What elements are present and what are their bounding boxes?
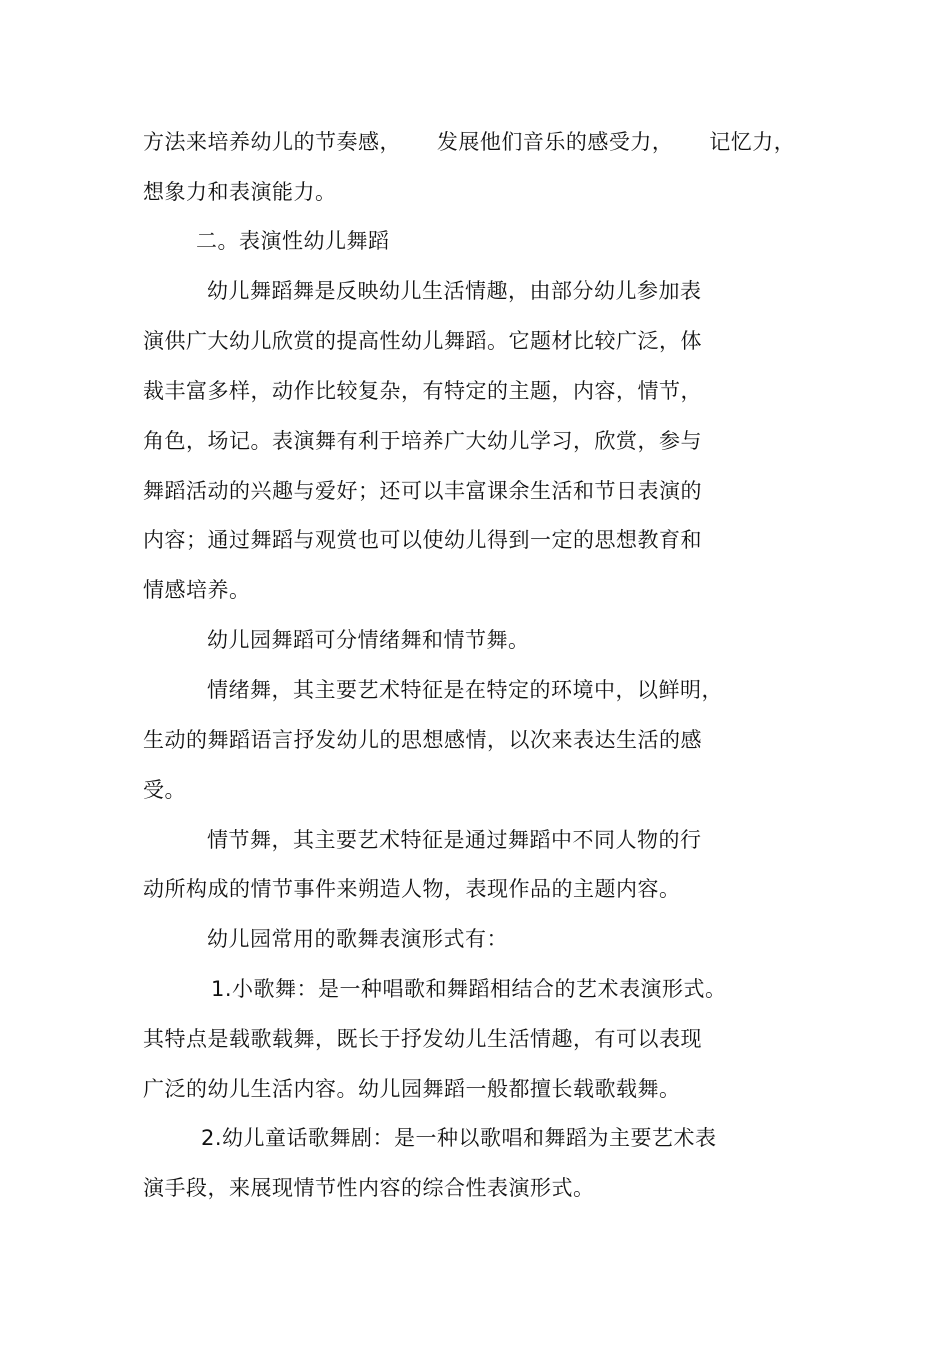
text-line: 幼儿舞蹈舞是反映幼儿生活情趣，由部分幼儿参加表 [207, 279, 702, 303]
section-heading: 二。表演性幼儿舞蹈 [196, 229, 390, 253]
text-line: 演手段，来展现情节性内容的综合性表演形式。 [143, 1176, 595, 1200]
text-line: 情节舞，其主要艺术特征是通过舞蹈中不同人物的行 [207, 828, 702, 852]
text-line: 情感培养。 [143, 578, 251, 602]
text-line: 角色，场记。表演舞有利于培养广大幼儿学习，欣赏，参与 [143, 429, 702, 453]
text-line: 生动的舞蹈语言抒发幼儿的思想感情，以次来表达生活的感 [143, 728, 702, 752]
text-line: 幼儿园常用的歌舞表演形式有： [207, 927, 508, 951]
text-line: 裁丰富多样，动作比较复杂，有特定的主题，内容，情节， [143, 379, 702, 403]
text-line: 方法来培养幼儿的节奏感， 发展他们音乐的感受力， 记忆力， [143, 130, 796, 154]
text-line: 1.小歌舞：是一种唱歌和舞蹈相结合的艺术表演形式。 [211, 977, 727, 1001]
text-line: 广泛的幼儿生活内容。幼儿园舞蹈一般都擅长载歌载舞。 [143, 1077, 681, 1101]
text-line: 内容；通过舞蹈与观赏也可以使幼儿得到一定的思想教育和 [143, 528, 702, 552]
text-line: 舞蹈活动的兴趣与爱好；还可以丰富课余生活和节日表演的 [143, 479, 702, 503]
text-line: 演供广大幼儿欣赏的提高性幼儿舞蹈。它题材比较广泛，体 [143, 329, 702, 353]
text-line: 幼儿园舞蹈可分情绪舞和情节舞。 [207, 628, 530, 652]
text-line: 2.幼儿童话歌舞剧：是一种以歌唱和舞蹈为主要艺术表 [201, 1126, 717, 1150]
text-line: 情绪舞，其主要艺术特征是在特定的环境中，以鲜明， [207, 678, 723, 702]
text-line: 其特点是载歌载舞，既长于抒发幼儿生活情趣，有可以表现 [143, 1027, 702, 1051]
text-line: 动所构成的情节事件来朔造人物，表现作品的主题内容。 [143, 877, 681, 901]
text-line: 想象力和表演能力。 [143, 180, 337, 204]
text-line: 受。 [143, 778, 186, 802]
